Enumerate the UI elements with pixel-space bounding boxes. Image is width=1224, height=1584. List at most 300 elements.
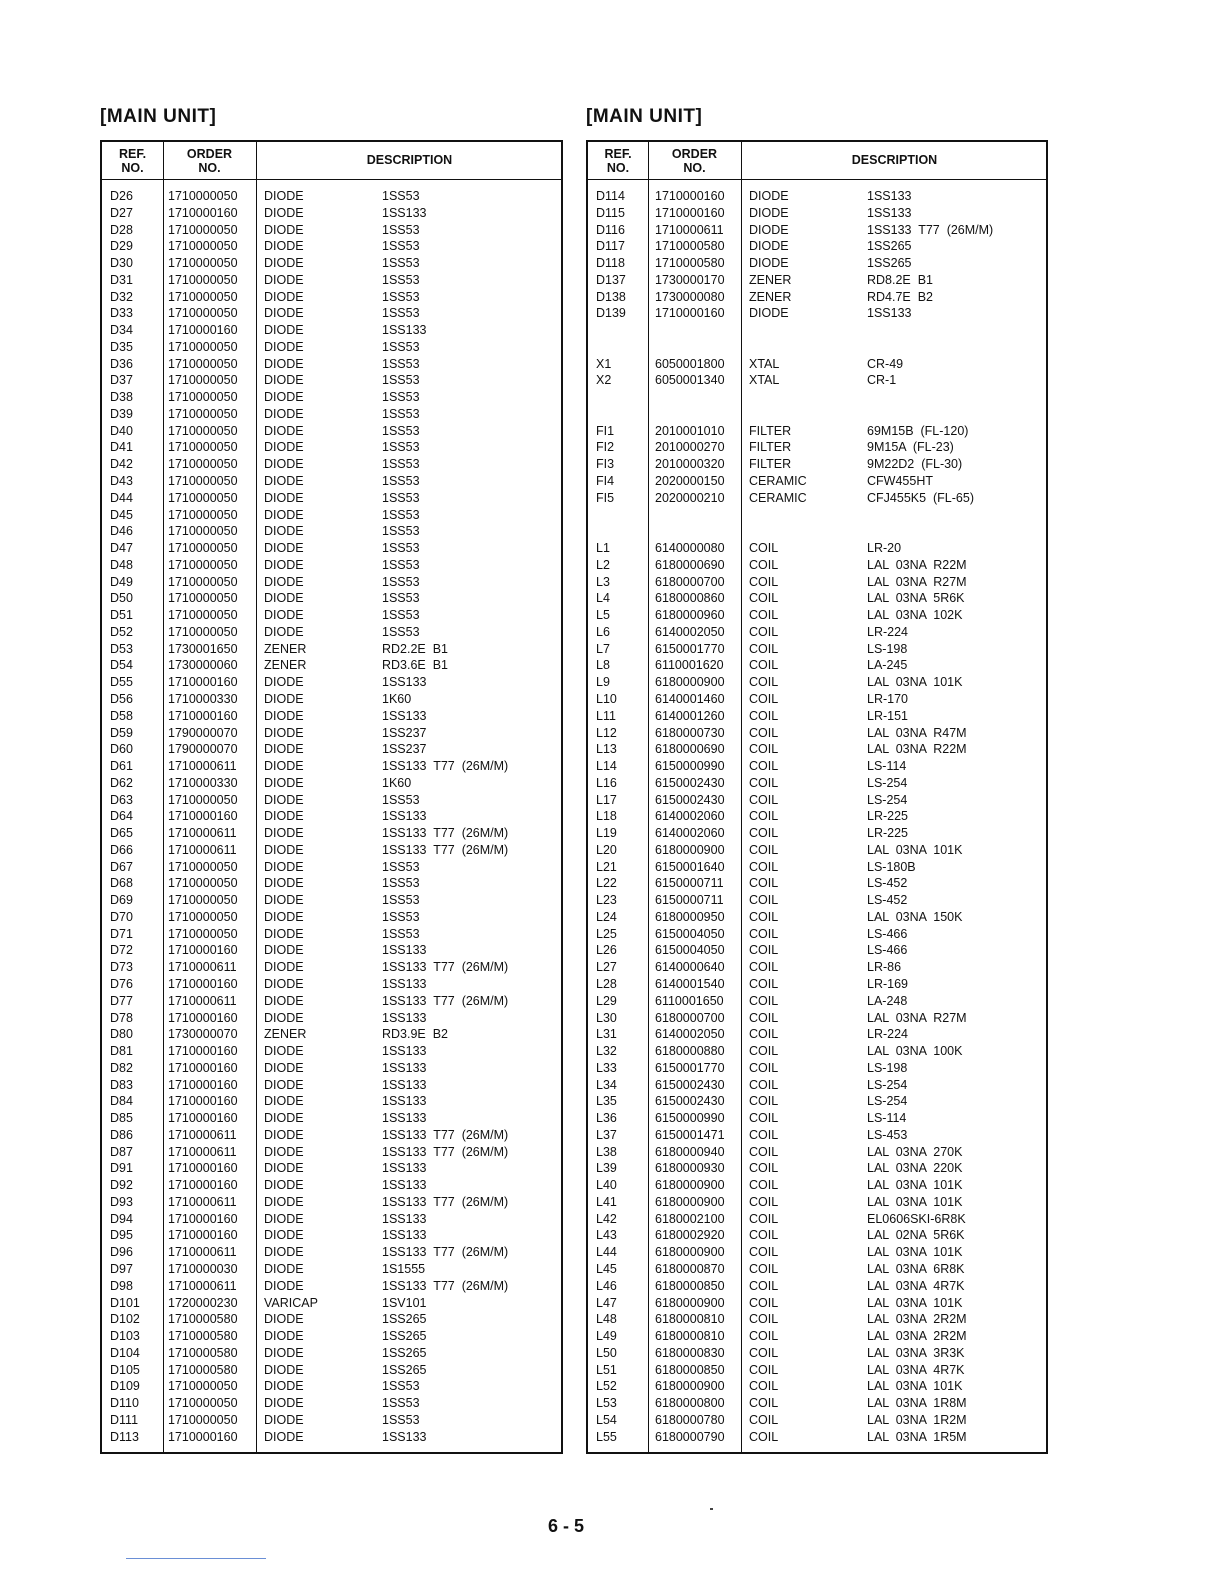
part-number-cell: RD4.7E B2 bbox=[867, 289, 934, 304]
table-row bbox=[102, 406, 561, 423]
table-row bbox=[588, 1412, 1046, 1429]
part-number-cell: LR-151 bbox=[867, 708, 908, 723]
ref-no-cell: D62 bbox=[110, 775, 133, 790]
table-row bbox=[102, 1026, 561, 1043]
part-type-cell: DIODE bbox=[264, 775, 304, 790]
ref-no-cell: L44 bbox=[596, 1245, 617, 1260]
part-number-cell: 1SS133 bbox=[382, 1178, 427, 1193]
ref-no-cell: L31 bbox=[596, 1027, 617, 1042]
ref-no-cell: D91 bbox=[110, 1161, 133, 1176]
part-type-cell: DIODE bbox=[264, 792, 304, 807]
order-no-cell: 6150002430 bbox=[655, 792, 725, 807]
part-number-cell: 1SS53 bbox=[382, 239, 420, 254]
part-type-cell: COIL bbox=[749, 876, 779, 891]
part-number-cell: RD2.2E B1 bbox=[382, 641, 449, 656]
order-no-cell: 1710000160 bbox=[655, 205, 725, 220]
part-type-cell: COIL bbox=[749, 1144, 779, 1159]
ref-no-cell: D104 bbox=[110, 1345, 140, 1360]
ref-no-cell: D139 bbox=[596, 306, 626, 321]
table-row bbox=[588, 289, 1046, 306]
order-no-cell: 1710000611 bbox=[168, 1144, 237, 1159]
table-row bbox=[102, 775, 561, 792]
ref-no-cell: D55 bbox=[110, 675, 133, 690]
part-number-cell: LS-452 bbox=[867, 876, 908, 891]
part-number-cell: 1K60 bbox=[382, 775, 412, 790]
ref-no-cell: D42 bbox=[110, 457, 133, 472]
part-number-cell: LAL 03NA 101K bbox=[867, 1178, 963, 1193]
ref-no-cell: L10 bbox=[596, 691, 617, 706]
ref-no-cell: L25 bbox=[596, 926, 617, 941]
table-row bbox=[102, 540, 561, 557]
table-row bbox=[102, 1010, 561, 1027]
part-number-cell: CR-49 bbox=[867, 356, 904, 371]
part-number-cell: LAL 03NA 1R5M bbox=[867, 1429, 967, 1444]
table-row bbox=[102, 825, 561, 842]
order-no-cell: 1730000170 bbox=[655, 272, 725, 287]
part-type-cell: COIL bbox=[749, 859, 779, 874]
part-number-cell: LR-20 bbox=[867, 541, 902, 556]
order-no-cell: 6140002050 bbox=[655, 1027, 725, 1042]
ref-no-cell: L47 bbox=[596, 1295, 617, 1310]
ref-no-cell: D80 bbox=[110, 1027, 133, 1042]
table-row bbox=[588, 976, 1046, 993]
part-type-cell: COIL bbox=[749, 691, 779, 706]
ref-no-cell: D109 bbox=[110, 1379, 140, 1394]
table-row bbox=[588, 1010, 1046, 1027]
part-type-cell: DIODE bbox=[264, 943, 304, 958]
table-row bbox=[588, 1160, 1046, 1177]
table-row bbox=[102, 1144, 561, 1161]
ref-no-cell: L18 bbox=[596, 809, 617, 824]
order-no-cell: 6180000830 bbox=[655, 1345, 725, 1360]
table-row bbox=[588, 641, 1046, 658]
table-row bbox=[102, 1211, 561, 1228]
ref-no-cell: L20 bbox=[596, 842, 617, 857]
table-row bbox=[102, 439, 561, 456]
part-number-cell: 1SS53 bbox=[382, 859, 420, 874]
order-no-cell: 2020000150 bbox=[655, 474, 725, 489]
order-no-cell: 1710000030 bbox=[168, 1262, 238, 1276]
table-row bbox=[588, 741, 1046, 758]
table-row bbox=[588, 1429, 1046, 1446]
order-no-cell: 1710000580 bbox=[655, 256, 725, 271]
ref-no-cell: L3 bbox=[596, 574, 610, 589]
part-type-cell: DIODE bbox=[264, 976, 304, 991]
ref-no-cell: D115 bbox=[596, 205, 625, 220]
part-type-cell: COIL bbox=[749, 893, 779, 908]
ref-no-cell: L37 bbox=[596, 1127, 617, 1142]
part-type-cell: DIODE bbox=[264, 1245, 304, 1260]
part-type-cell: DIODE bbox=[264, 893, 304, 908]
part-number-cell: 1SS133 bbox=[382, 943, 427, 958]
table-row bbox=[588, 1110, 1046, 1127]
table-row bbox=[102, 1127, 561, 1144]
part-number-cell: CR-1 bbox=[867, 373, 897, 388]
table-row bbox=[102, 490, 561, 507]
part-type-cell: DIODE bbox=[264, 1094, 304, 1109]
ref-no-cell: D73 bbox=[110, 960, 133, 975]
table-row bbox=[588, 1093, 1046, 1110]
ref-no-cell: L27 bbox=[596, 960, 617, 975]
ref-no-cell: D26 bbox=[110, 189, 133, 203]
part-number-cell: LS-466 bbox=[867, 926, 908, 941]
order-no-cell: 1710000050 bbox=[168, 239, 238, 254]
part-type-cell: DIODE bbox=[264, 339, 304, 354]
ref-no-cell: D111 bbox=[110, 1412, 139, 1427]
order-no-cell: 1710000050 bbox=[168, 272, 238, 287]
part-number-cell: LAL 03NA 101K bbox=[867, 675, 963, 690]
order-no-cell: 1710000050 bbox=[168, 222, 238, 237]
order-no-cell: 1710000580 bbox=[655, 239, 725, 254]
order-no-cell: 1710000160 bbox=[168, 1044, 238, 1059]
part-number-cell: RD3.9E B2 bbox=[382, 1027, 449, 1042]
ref-no-cell: L22 bbox=[596, 876, 617, 891]
table-row bbox=[588, 1211, 1046, 1228]
order-no-cell: 1710000050 bbox=[168, 339, 238, 354]
part-type-cell: DIODE bbox=[264, 591, 304, 606]
table-row bbox=[102, 473, 561, 490]
part-number-cell: 1SS133 bbox=[382, 205, 427, 220]
part-type-cell: COIL bbox=[749, 557, 779, 572]
ref-no-cell: D105 bbox=[110, 1362, 140, 1377]
table-row bbox=[102, 523, 561, 540]
part-number-cell: 1SS265 bbox=[867, 239, 912, 254]
ref-no-cell: D118 bbox=[596, 256, 625, 271]
table-row bbox=[102, 1060, 561, 1077]
table-row bbox=[588, 1043, 1046, 1060]
ref-no-cell: D58 bbox=[110, 708, 133, 723]
part-number-cell: 1SS53 bbox=[382, 574, 420, 589]
ref-no-cell: L55 bbox=[596, 1429, 617, 1444]
part-type-cell: DIODE bbox=[264, 1262, 304, 1276]
order-no-cell: 6180000900 bbox=[655, 1245, 725, 1260]
order-no-cell: 6180002100 bbox=[655, 1211, 725, 1226]
part-type-cell: CERAMIC bbox=[749, 474, 807, 489]
part-number-cell: 1SS53 bbox=[382, 893, 420, 908]
part-number-cell: 1SS265 bbox=[382, 1329, 427, 1344]
part-number-cell: LR-225 bbox=[867, 809, 908, 824]
table-row bbox=[588, 1060, 1046, 1077]
table-row bbox=[588, 1311, 1046, 1328]
table-row bbox=[588, 808, 1046, 825]
order-no-cell: 1710000160 bbox=[168, 1060, 238, 1075]
part-number-cell: LAL 03NA 100K bbox=[867, 1044, 963, 1059]
ref-no-cell: D70 bbox=[110, 909, 133, 924]
part-number-cell: 1SS53 bbox=[382, 390, 420, 405]
part-type-cell: COIL bbox=[749, 1077, 779, 1092]
ref-no-cell: L38 bbox=[596, 1144, 617, 1159]
table-row bbox=[588, 825, 1046, 842]
ref-no-cell: X2 bbox=[596, 373, 612, 388]
part-type-cell: DIODE bbox=[264, 306, 304, 321]
ref-no-cell: L39 bbox=[596, 1161, 617, 1176]
order-no-cell: 6140000640 bbox=[655, 960, 725, 975]
part-number-cell: 1SS237 bbox=[382, 742, 427, 757]
part-number-cell: 1SS133 bbox=[382, 1044, 427, 1059]
part-number-cell: LAL 03NA 4R7K bbox=[867, 1362, 965, 1377]
order-no-cell: 1710000050 bbox=[168, 423, 238, 438]
ref-no-cell: D101 bbox=[110, 1295, 140, 1310]
part-type-cell: DIODE bbox=[264, 490, 304, 505]
table-row bbox=[102, 875, 561, 892]
part-number-cell: 1SS133 T77 (26M/M) bbox=[382, 1194, 509, 1209]
table-row bbox=[102, 792, 561, 809]
table-row bbox=[588, 305, 1046, 322]
order-no-cell: 6150002430 bbox=[655, 1077, 725, 1092]
part-type-cell: ZENER bbox=[264, 1027, 307, 1042]
order-no-cell: 6140001460 bbox=[655, 691, 725, 706]
ref-no-cell: D87 bbox=[110, 1144, 133, 1159]
part-type-cell: DIODE bbox=[264, 474, 304, 489]
order-no-cell: 1710000050 bbox=[168, 557, 238, 572]
part-number-cell: 1SS133 bbox=[382, 1010, 427, 1025]
ref-no-cell: L35 bbox=[596, 1094, 617, 1109]
part-type-cell: COIL bbox=[749, 608, 779, 623]
part-type-cell: COIL bbox=[749, 775, 779, 790]
scan-speck bbox=[710, 1508, 713, 1510]
part-number-cell: 1SS53 bbox=[382, 289, 420, 304]
order-no-cell: 6180000780 bbox=[655, 1412, 725, 1427]
part-type-cell: XTAL bbox=[749, 356, 780, 371]
part-type-cell: DIODE bbox=[264, 1044, 304, 1059]
order-no-cell: 1730000080 bbox=[655, 289, 725, 304]
table-row bbox=[102, 1244, 561, 1261]
ref-no-cell: L12 bbox=[596, 725, 617, 740]
part-number-cell: 1SS53 bbox=[382, 507, 420, 522]
table-row bbox=[102, 289, 561, 306]
part-type-cell: DIODE bbox=[264, 272, 304, 287]
part-type-cell: DIODE bbox=[264, 1060, 304, 1075]
order-no-cell: 2010000320 bbox=[655, 457, 725, 472]
part-number-cell: LS-114 bbox=[867, 759, 907, 774]
table-row bbox=[102, 1110, 561, 1127]
order-no-cell: 6150004050 bbox=[655, 926, 725, 941]
part-number-cell: 1SS53 bbox=[382, 792, 420, 807]
order-no-cell: 1710000050 bbox=[168, 189, 238, 203]
part-number-cell: 1SS53 bbox=[382, 440, 420, 455]
part-number-cell: 1SS133 bbox=[382, 1429, 427, 1444]
table-header bbox=[102, 142, 561, 180]
section-title-right: [MAIN UNIT] bbox=[586, 106, 703, 127]
part-type-cell: DIODE bbox=[264, 725, 304, 740]
table-row bbox=[102, 1227, 561, 1244]
part-type-cell: VARICAP bbox=[264, 1295, 318, 1310]
order-no-cell: 6150002430 bbox=[655, 775, 725, 790]
table-row bbox=[102, 255, 561, 272]
table-row bbox=[102, 1160, 561, 1177]
part-type-cell: DIODE bbox=[749, 306, 789, 321]
part-type-cell: DIODE bbox=[264, 373, 304, 388]
order-no-cell: 1710000580 bbox=[168, 1312, 238, 1327]
part-number-cell: 1SS265 bbox=[382, 1345, 427, 1360]
table-row bbox=[102, 1328, 561, 1345]
order-no-cell: 1710000050 bbox=[168, 390, 238, 405]
table-row bbox=[588, 1328, 1046, 1345]
part-number-cell: 9M15A (FL-23) bbox=[867, 440, 954, 455]
ref-no-cell: X1 bbox=[596, 356, 612, 371]
ref-no-cell: L24 bbox=[596, 909, 617, 924]
part-number-cell: LS-254 bbox=[867, 1077, 908, 1092]
part-type-cell: COIL bbox=[749, 943, 779, 958]
table-row bbox=[588, 1177, 1046, 1194]
ref-no-cell: D72 bbox=[110, 943, 133, 958]
ref-no-cell: FI5 bbox=[596, 490, 615, 505]
part-type-cell: DIODE bbox=[264, 675, 304, 690]
ref-no-cell: D102 bbox=[110, 1312, 140, 1327]
ref-no-cell: L23 bbox=[596, 893, 617, 908]
table-row bbox=[102, 188, 561, 205]
ref-no-cell: L8 bbox=[596, 658, 610, 673]
part-number-cell: 9M22D2 (FL-30) bbox=[867, 457, 963, 472]
part-number-cell: EL0606SKI-6R8K bbox=[867, 1211, 966, 1226]
part-number-cell: LAL 03NA R47M bbox=[867, 725, 967, 740]
ref-no-cell: D41 bbox=[110, 440, 133, 455]
part-number-cell: 1SS133 bbox=[382, 809, 427, 824]
part-type-cell: COIL bbox=[749, 926, 779, 941]
table-row bbox=[588, 456, 1046, 473]
part-number-cell: LS-180B bbox=[867, 859, 916, 874]
ref-no-cell: L19 bbox=[596, 826, 617, 841]
part-type-cell: DIODE bbox=[264, 926, 304, 941]
order-no-cell: 6180000960 bbox=[655, 608, 725, 623]
part-type-cell: DIODE bbox=[264, 1412, 304, 1427]
ref-no-cell: D61 bbox=[110, 759, 133, 774]
order-no-cell: 6150001640 bbox=[655, 859, 725, 874]
order-no-cell: 6110001620 bbox=[655, 658, 724, 673]
table-row bbox=[102, 238, 561, 255]
order-no-cell: 1790000070 bbox=[168, 742, 238, 757]
part-type-cell: DIODE bbox=[264, 1396, 304, 1411]
part-number-cell: 1SS53 bbox=[382, 222, 420, 237]
part-type-cell: COIL bbox=[749, 1396, 779, 1411]
ref-no-cell: L4 bbox=[596, 591, 610, 606]
part-number-cell: LR-86 bbox=[867, 960, 902, 975]
ref-no-cell: L5 bbox=[596, 608, 610, 623]
table-row bbox=[102, 708, 561, 725]
order-no-cell: 1710000611 bbox=[168, 1194, 237, 1209]
part-number-cell: 1SS133 bbox=[382, 1060, 427, 1075]
part-number-cell: LAL 03NA R22M bbox=[867, 557, 967, 572]
order-no-cell: 6140000080 bbox=[655, 541, 725, 556]
part-type-cell: DIODE bbox=[264, 809, 304, 824]
table-row bbox=[588, 1261, 1046, 1278]
order-no-cell: 6150001770 bbox=[655, 1060, 725, 1075]
part-number-cell: LR-224 bbox=[867, 1027, 908, 1042]
part-type-cell: COIL bbox=[749, 1412, 779, 1427]
part-number-cell: 1SS53 bbox=[382, 1379, 420, 1394]
ref-no-cell: D37 bbox=[110, 373, 133, 388]
part-type-cell: ZENER bbox=[264, 658, 307, 673]
part-type-cell: XTAL bbox=[749, 373, 780, 388]
ref-no-cell: D56 bbox=[110, 691, 133, 706]
part-number-cell: LAL 03NA 101K bbox=[867, 1295, 963, 1310]
order-no-cell: 2020000210 bbox=[655, 490, 725, 505]
part-type-cell: COIL bbox=[749, 1161, 779, 1176]
part-type-cell: COIL bbox=[749, 1178, 779, 1193]
table-row bbox=[102, 507, 561, 524]
ref-no-cell: D35 bbox=[110, 339, 133, 354]
ref-no-cell: D83 bbox=[110, 1077, 133, 1092]
ref-no-cell: D34 bbox=[110, 323, 133, 338]
ref-no-cell: L49 bbox=[596, 1329, 617, 1344]
table-row bbox=[588, 439, 1046, 456]
order-no-cell: 6050001800 bbox=[655, 356, 725, 371]
table-row bbox=[588, 758, 1046, 775]
part-number-cell: LS-254 bbox=[867, 775, 908, 790]
order-no-cell: 1710000050 bbox=[168, 926, 238, 941]
ref-no-cell: D66 bbox=[110, 842, 133, 857]
part-type-cell: COIL bbox=[749, 960, 779, 975]
table-row bbox=[102, 976, 561, 993]
table-row bbox=[102, 205, 561, 222]
part-type-cell: DIODE bbox=[264, 624, 304, 639]
part-type-cell: DIODE bbox=[264, 1178, 304, 1193]
part-number-cell: 1SS53 bbox=[382, 356, 420, 371]
ref-no-cell: D65 bbox=[110, 826, 133, 841]
order-no-cell: 1790000070 bbox=[168, 725, 238, 740]
table-row bbox=[102, 1429, 561, 1446]
ref-no-cell: D54 bbox=[110, 658, 133, 673]
part-number-cell: LAL 03NA 4R7K bbox=[867, 1278, 965, 1293]
part-type-cell: COIL bbox=[749, 1111, 779, 1126]
order-no-cell: 1710000050 bbox=[168, 591, 238, 606]
part-number-cell: LAL 03NA 2R2M bbox=[867, 1312, 967, 1327]
table-row bbox=[588, 842, 1046, 859]
part-type-cell: COIL bbox=[749, 1127, 779, 1142]
table-row bbox=[102, 1412, 561, 1429]
part-type-cell: COIL bbox=[749, 1245, 779, 1260]
ref-no-cell: D103 bbox=[110, 1329, 140, 1344]
order-no-cell: 2010000270 bbox=[655, 440, 725, 455]
table-row bbox=[588, 590, 1046, 607]
order-no-cell: 6180000950 bbox=[655, 909, 725, 924]
table-row bbox=[102, 1093, 561, 1110]
table-row bbox=[102, 1261, 561, 1278]
table-row bbox=[588, 875, 1046, 892]
table-row bbox=[588, 507, 1046, 524]
part-type-cell: COIL bbox=[749, 641, 779, 656]
part-number-cell: 1SS133 bbox=[382, 1211, 427, 1226]
order-no-cell: 1710000580 bbox=[168, 1329, 238, 1344]
order-no-cell: 6180000870 bbox=[655, 1262, 725, 1276]
part-type-cell: DIODE bbox=[264, 574, 304, 589]
ref-no-cell: L43 bbox=[596, 1228, 617, 1243]
part-number-cell: 1SV101 bbox=[382, 1295, 427, 1310]
order-no-cell: 6180000810 bbox=[655, 1312, 725, 1327]
ref-no-cell: D96 bbox=[110, 1245, 133, 1260]
table-row bbox=[588, 238, 1046, 255]
table-row bbox=[102, 1395, 561, 1412]
ref-no-cell: D50 bbox=[110, 591, 133, 606]
part-type-cell: DIODE bbox=[264, 742, 304, 757]
part-number-cell: 1SS133 bbox=[867, 306, 912, 321]
order-no-cell: 1710000050 bbox=[168, 1412, 238, 1427]
table-row bbox=[588, 1026, 1046, 1043]
part-number-cell: LAL 03NA 101K bbox=[867, 842, 963, 857]
part-number-cell: LAL 03NA R27M bbox=[867, 1010, 967, 1025]
table-row bbox=[588, 1244, 1046, 1261]
order-no-cell: 1710000160 bbox=[168, 1228, 238, 1243]
part-number-cell: LAL 03NA 101K bbox=[867, 1379, 963, 1394]
table-row bbox=[102, 674, 561, 691]
part-type-cell: DIODE bbox=[264, 1111, 304, 1126]
ref-no-cell: L7 bbox=[596, 641, 610, 656]
ref-no-cell: FI3 bbox=[596, 457, 615, 472]
part-number-cell: 1SS133 bbox=[382, 976, 427, 991]
ref-no-cell: L11 bbox=[596, 708, 616, 723]
part-number-cell: LS-466 bbox=[867, 943, 908, 958]
table-row bbox=[102, 305, 561, 322]
